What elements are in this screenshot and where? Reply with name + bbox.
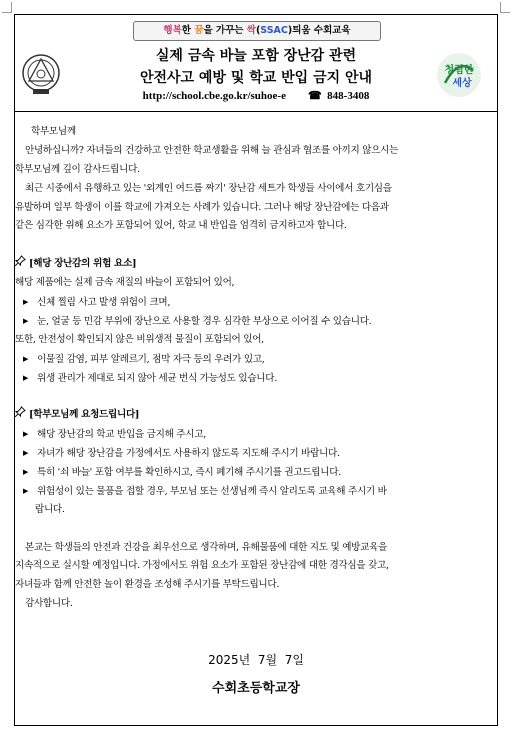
triangle-bullet-icon: ▶: [23, 298, 29, 307]
list-item-text: 이물질 감염, 피부 알레르기, 점막 자극 등의 우려가 있고,: [37, 353, 265, 365]
list-item-text: 눈, 얼굴 등 민감 부위에 장난으로 사용할 경우 심각한 부상으로 이어질 수 있습니다.: [37, 315, 372, 327]
list-item: [15, 293, 497, 312]
list-item: [15, 425, 497, 444]
list-item-text: 위험성이 있는 물품을 접할 경우, 부모님 또는 선생님께 즉시 알리도록 교육해 주시기 바: [37, 485, 387, 497]
contact-line: [15, 89, 497, 102]
list-item: [15, 369, 497, 388]
triangle-bullet-icon: ▶: [23, 449, 29, 458]
salutation: 학부모님께: [31, 126, 76, 137]
slogan-part: 싹: [246, 25, 256, 36]
logo-text: 청렴한: [444, 65, 474, 76]
triangle-bullet-icon: ▶: [23, 486, 29, 495]
intro-line: 같은 심각한 위해 요소가 포함되어 있어, 학교 내 반입을 엄격히 금지하고자 합니다.: [15, 220, 347, 232]
crop-mark: [2, 12, 12, 13]
section-lead: 해당 제품에는 실제 금속 재질의 바늘이 포함되어 있어,: [15, 277, 235, 289]
list-item-text: 자녀가 해당 장난감을 가정에서도 사용하지 않도록 지도해 주시기 바랍니다.: [37, 448, 340, 460]
closing-thanks: 감사합니다.: [25, 598, 73, 610]
closing-line: 지속적으로 실시할 예정입니다. 가정에서도 위험 요소가 포함된 장난감에 대한 경각심을 갖고,: [15, 560, 389, 572]
slogan-part: 꿈: [194, 25, 204, 36]
section-lead: 또한, 안전성이 확인되지 않은 비위생적 물질이 포함되어 있어,: [15, 333, 264, 345]
date-text: 2025년 7월 7일: [208, 653, 304, 667]
school-url[interactable]: http://school.cbe.go.kr/suhoe-e: [142, 90, 286, 102]
triangle-bullet-icon: ▶: [23, 468, 29, 477]
list-item: [15, 463, 497, 482]
list-item: [15, 312, 497, 331]
section-title-text: [학부모님께 요청드립니다]: [29, 409, 140, 421]
phone-icon: ☎: [307, 90, 322, 102]
list-item-continuation: 랍니다.: [35, 503, 65, 515]
phone-number: 848-3408: [327, 90, 370, 102]
letter-date: [15, 651, 497, 668]
slogan-part: )틔움 수회교육: [287, 25, 351, 36]
list-item-text: 신체 찔림 사고 발생 위험이 크며,: [37, 297, 171, 309]
closing-line: 본교는 학생들의 안전과 건강을 최우선으로 생각하며, 유해물품에 대한 지도 및 예방교육을: [25, 541, 388, 553]
closing-line: 자녀들과 함께 안전한 놀이 환경을 조성해 주시기를 부탁드립니다.: [15, 579, 280, 591]
pushpin-icon: [15, 255, 29, 274]
cheongju-logo-icon: [435, 51, 483, 99]
letter-body: [15, 123, 497, 614]
section-title-text: [해당 장난감의 위험 요소]: [29, 258, 137, 270]
triangle-bullet-icon: ▶: [23, 316, 29, 325]
section-risks-title: [15, 255, 497, 274]
slogan-part: SSAC: [260, 25, 288, 36]
slogan-part: 을 가꾸는: [203, 25, 247, 36]
list-item-text: 특히 '쇠 바늘' 포함 여부를 확인하시고, 즉시 폐기해 주시기를 권고드립니다.: [37, 467, 341, 479]
pushpin-icon: [15, 406, 29, 425]
notice-title-line1: 실제 금속 바늘 포함 장난감 관련: [155, 48, 357, 64]
letter-header: [15, 15, 497, 111]
list-item: [15, 482, 497, 501]
slogan-part: 행복: [163, 25, 182, 36]
notice-title-line2: 안전사고 예방 및 학교 반입 금지 안내: [139, 70, 373, 86]
list-item: [15, 350, 497, 369]
list-item-text: 해당 장난감의 학교 반입을 금지해 주시고,: [37, 429, 206, 441]
slogan-part: 한: [181, 25, 195, 36]
crop-mark: [500, 2, 501, 12]
school-principal-signature: 수회초등학교장: [212, 681, 300, 696]
intro-line: 안녕하십니까? 자녀들의 건강하고 안전한 학교생활을 위해 늘 관심과 협조를 아끼지 않으시는: [25, 144, 399, 156]
list-item: [15, 444, 497, 463]
crop-mark: [500, 12, 510, 13]
list-item-text: 위생 관리가 제대로 되지 않아 세균 번식 가능성도 있습니다.: [37, 372, 277, 384]
triangle-bullet-icon: ▶: [23, 373, 29, 382]
triangle-bullet-icon: ▶: [23, 430, 29, 439]
logo-text: 세상: [452, 78, 472, 89]
crop-mark: [11, 2, 12, 12]
intro-line: 유발하며 일부 학생이 이를 학교에 가져오는 사례가 있습니다. 그러나 해당 장난감에는 다음과: [15, 201, 389, 213]
intro-line: 최근 시중에서 유행하고 있는 '외계인 여드름 짜기' 장난감 세트가 학생들 사이에서 호기심을: [25, 182, 392, 194]
section-request-title: [15, 406, 497, 425]
letter-page: [14, 14, 498, 726]
slogan-part: (: [255, 25, 261, 36]
header-divider: [15, 111, 497, 112]
triangle-bullet-icon: ▶: [23, 354, 29, 363]
intro-line: 학부모님께 깊이 감사드립니다.: [15, 163, 140, 175]
slogan-badge: [133, 21, 381, 41]
